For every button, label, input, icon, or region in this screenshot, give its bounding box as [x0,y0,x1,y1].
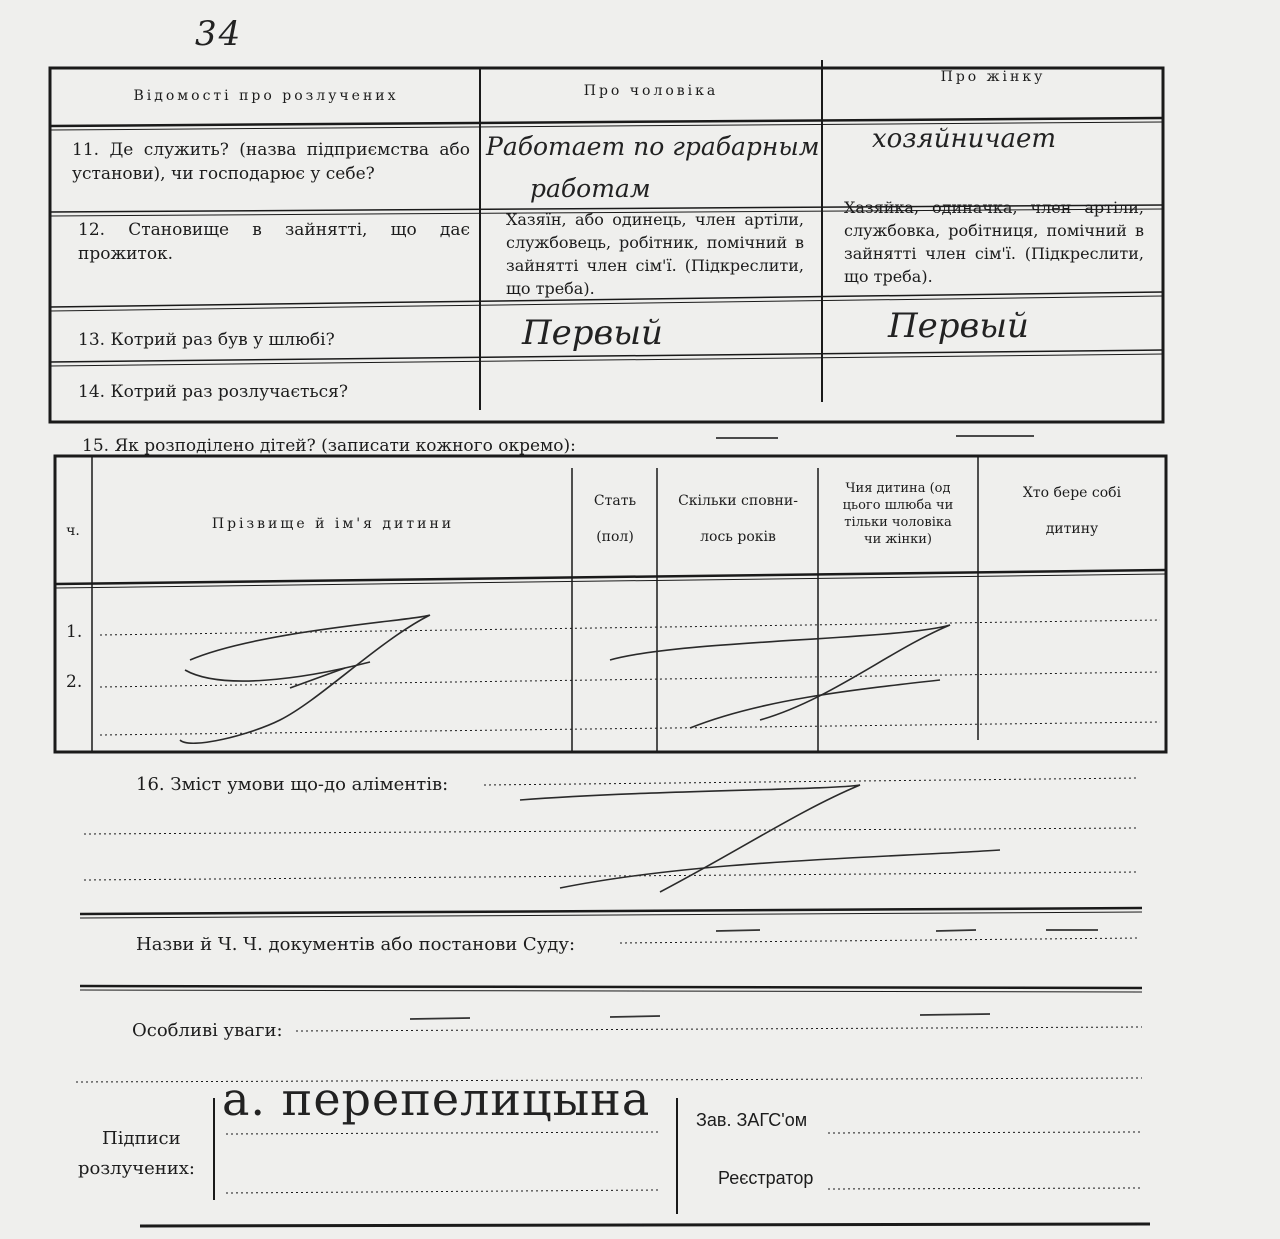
header-age-line1: Скільки сповни- [678,493,798,509]
header-sex-line2: (пол) [596,529,634,545]
header-whose-line4: чи жінки) [863,532,933,547]
header-husband: Про чоловіка [583,83,719,99]
question-14: 14. Котрий раз розлучається? [78,382,348,402]
question-15: 15. Як розподілено дітей? (записати кожного окремо): [82,436,576,456]
documents-label: Назви й Ч. Ч. документів або постанови Суду: [136,934,576,955]
header-sex-line1: Стать [593,493,637,509]
header-custody-line2: дитину [1045,521,1099,537]
answer-13-husband: Первый [522,313,663,353]
header-wife: Про жінку [940,69,1046,85]
signatures-label-line2: розлучених: [78,1158,195,1179]
child-row-number-1: 1. [66,622,83,642]
header-whose-line2: цього шлюба чи [842,498,954,513]
answer-11-husband-line1: Работает по грабарным [486,132,820,161]
registrar-label: Реєстратор [718,1168,814,1188]
divorcee-signature: а. перепелицына [222,1072,651,1126]
header-num: ч. [66,523,80,539]
header-custody-line1: Хто бере собі [1022,485,1122,501]
header-child-name: Прізвище й ім'я дитини [211,516,455,532]
header-whose-line1: Чия дитина (од [845,481,951,496]
question-12: 12. Становище в зайнятті, що дає прожиток. [78,220,470,264]
answer-11-wife: хозяйничает [872,124,1057,154]
corner-note: 34 [195,14,243,54]
header-whose-line3: тільки чоловіка [844,515,952,530]
options-12-husband: Хазяїн, або одинець, член артіли, службовець, робітник, помічний в зайнятті член сім'ї. (Підкреслити, що треба). [506,210,804,298]
alimony-label: 16. Зміст умови що-до аліментів: [136,774,449,795]
answer-11-husband-line2: работам [530,174,651,203]
header-info: Відомості про розлучених [133,88,399,104]
question-13: 13. Котрий раз був у шлюбі? [78,330,335,350]
registry-head-label: Зав. ЗАГС'ом [696,1110,808,1130]
question-11: 11. Де служить? (назва підприємства або установи), чи господарює у себе? [72,140,470,184]
answer-13-wife: Первый [888,306,1029,346]
child-row-number-2: 2. [66,672,83,692]
signatures-label-line1: Підписи [102,1128,181,1149]
options-12-wife: Хазяйка, одиначка, член артіли, службовка, робітниця, помічний в зайнятті член сім'ї. (Підкреслити, що треба). [844,198,1144,286]
remarks-label: Особливі уваги: [132,1020,283,1041]
header-age-line2: лось років [700,529,776,545]
